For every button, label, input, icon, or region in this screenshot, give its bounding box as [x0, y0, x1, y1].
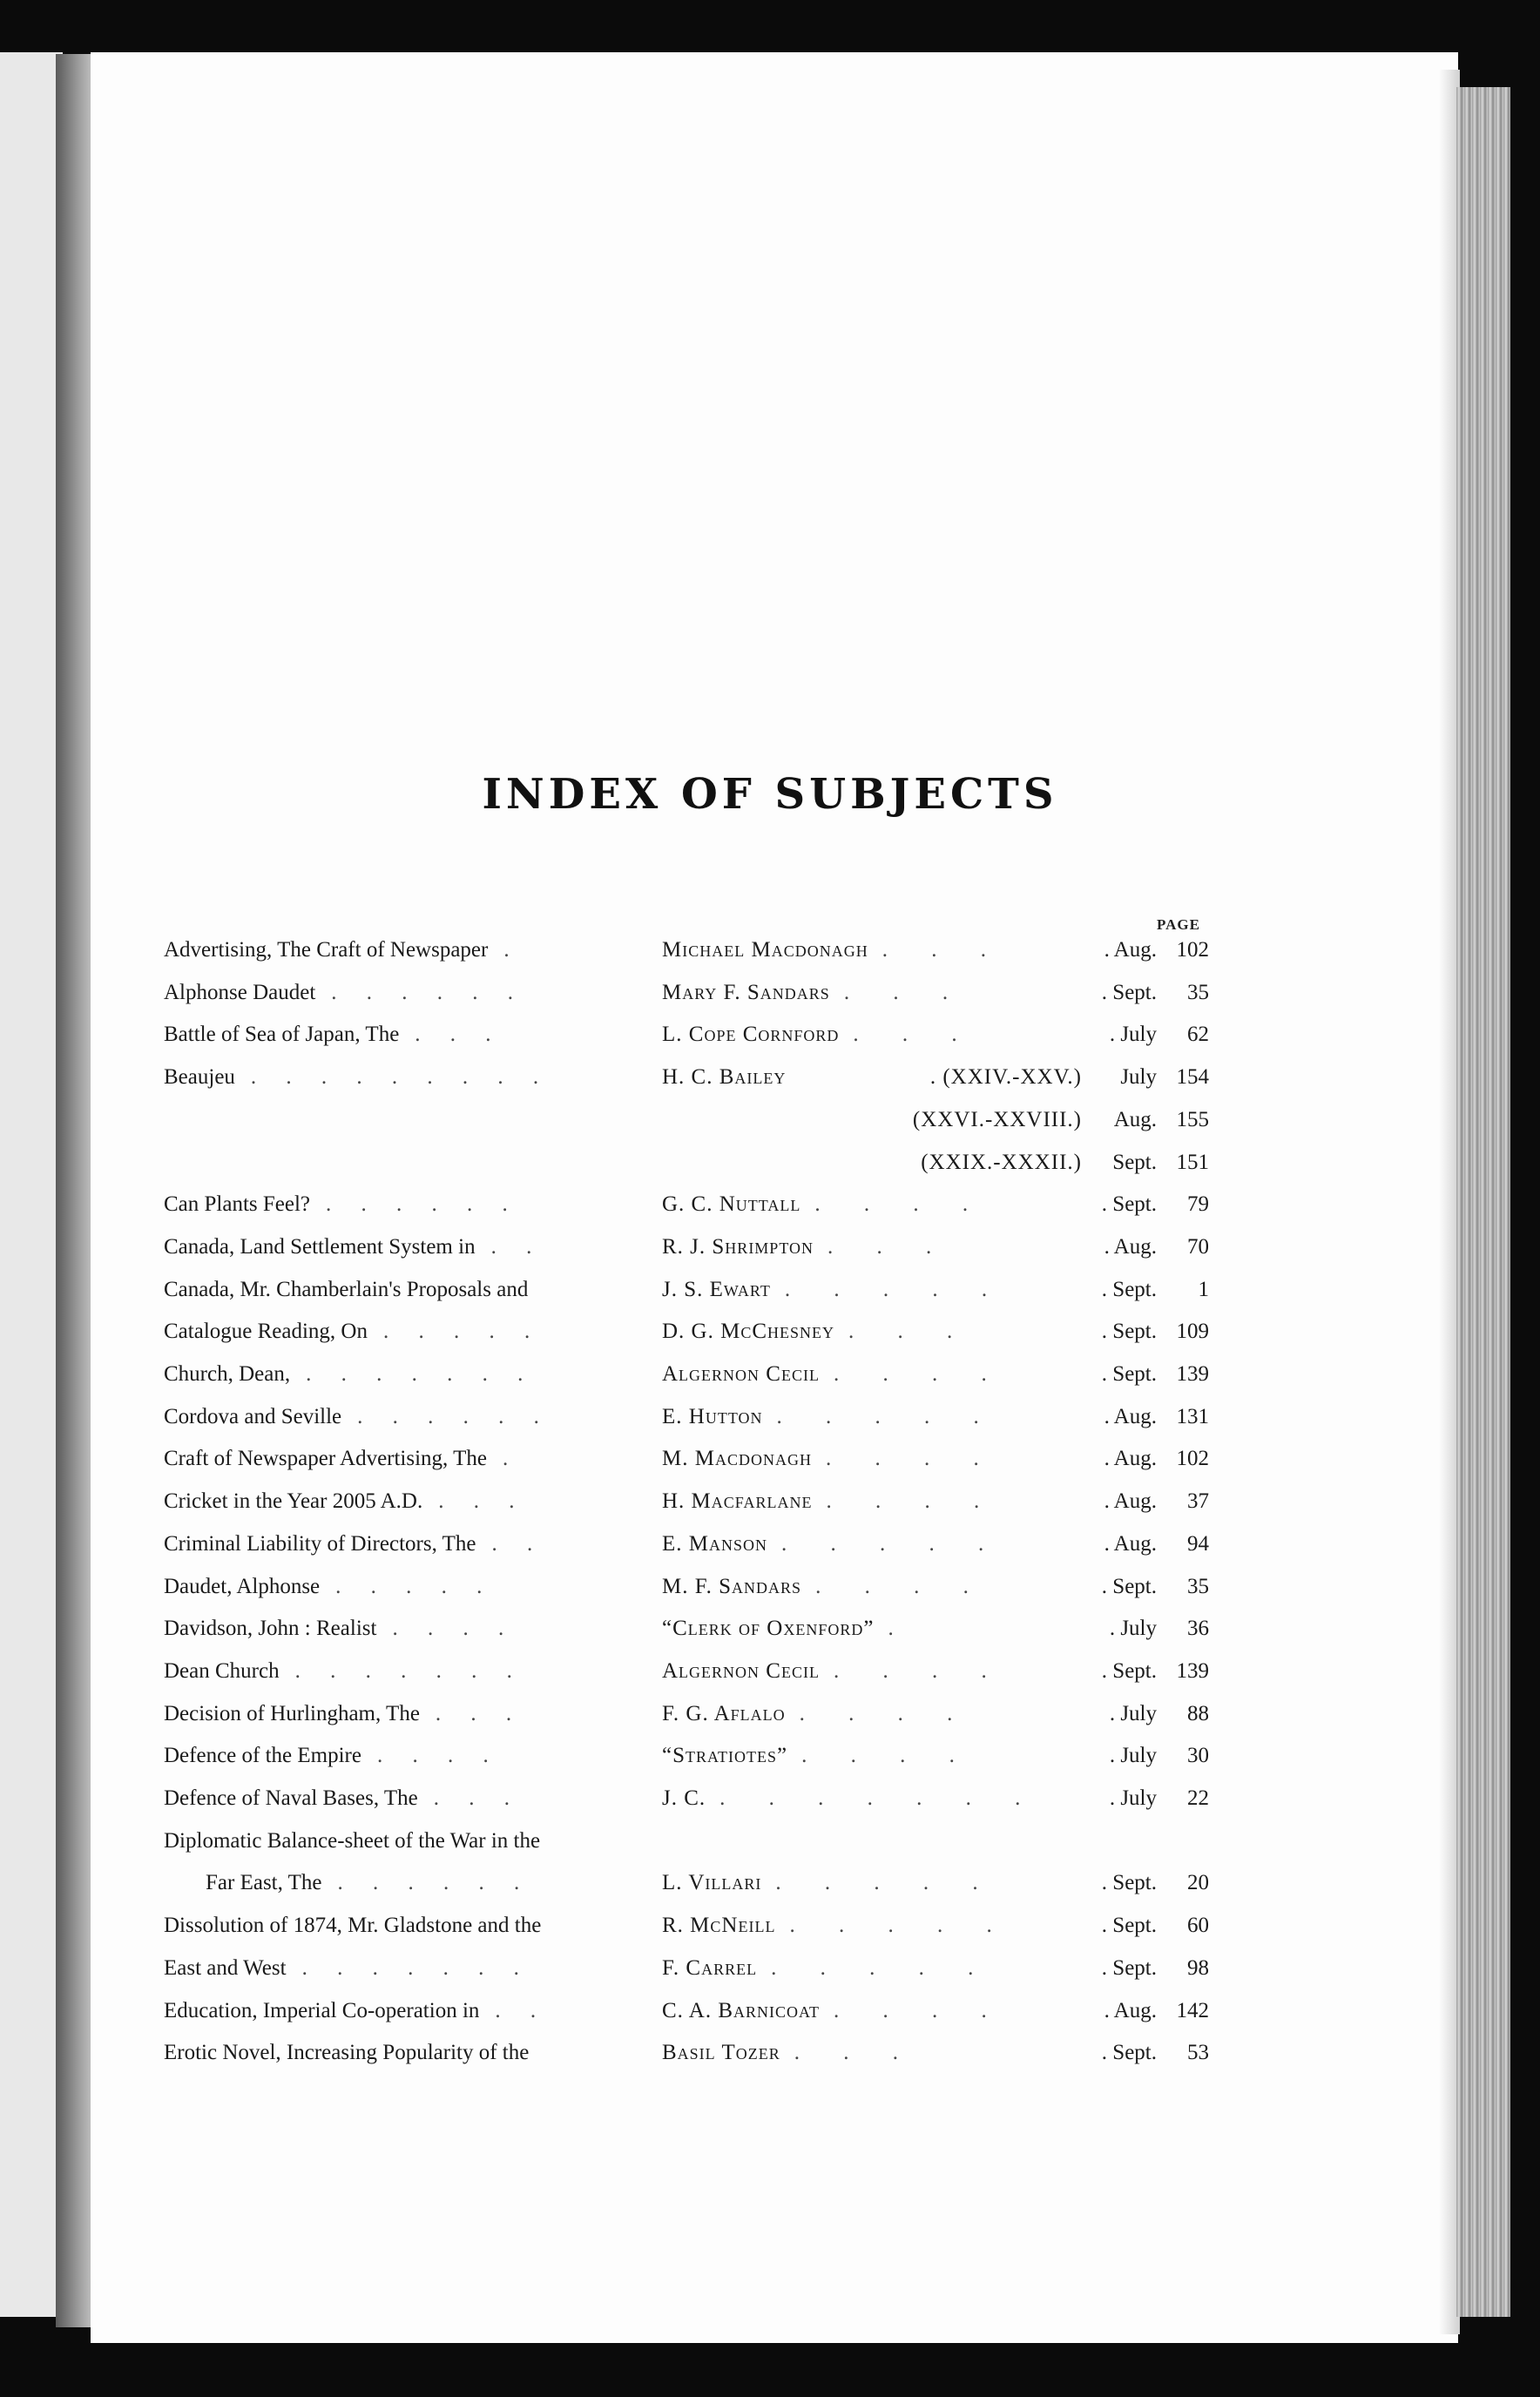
entry-month: . July [1109, 1023, 1157, 1047]
entry-author: H. Macfarlane [662, 1489, 813, 1514]
entry-month: . Sept. [1101, 1914, 1157, 1938]
entry-author-leader: . . . . . [771, 1955, 993, 1980]
entry-month: Sept. [1112, 1150, 1157, 1174]
entry-month: . Aug. [1104, 1447, 1157, 1471]
entry-month: . Sept. [1101, 1574, 1157, 1598]
entry-leader-dots: . . . . . [382, 1320, 543, 1344]
entry-page-number: 70 [1187, 1234, 1209, 1259]
entry-month: . July [1109, 1617, 1157, 1641]
entry-leader-dots: . . [491, 1531, 545, 1556]
entry-author: J. S. Ewart [662, 1277, 771, 1301]
entry-month: . Aug. [1104, 1404, 1157, 1428]
entry-subject: Advertising, The Craft of Newspaper [164, 938, 489, 962]
entry-page-number: 53 [1187, 2041, 1209, 2065]
entry-page-number: 37 [1187, 1489, 1209, 1514]
index-entry [157, 1101, 1211, 1139]
index-entry [157, 1864, 1211, 1902]
entry-author-leader: . . . . [834, 1998, 1006, 2022]
entry-page-number: 30 [1187, 1744, 1209, 1768]
entry-page-number: 35 [1187, 980, 1209, 1004]
entry-month: . Sept. [1101, 2041, 1157, 2065]
entry-leader-dots: . . . . . . [337, 1871, 532, 1895]
entry-subject: Criminal Liability of Directors, The [164, 1531, 476, 1556]
entry-leader-dots: . . . [415, 1023, 503, 1047]
index-entry [157, 1652, 1211, 1691]
entry-author: C. A. Barnicoat [662, 1998, 821, 2022]
index-entry [157, 1185, 1211, 1224]
entry-author: L. Cope Cornford [662, 1023, 840, 1047]
entry-page-number: 60 [1187, 1914, 1209, 1938]
entry-author: E. Hutton [662, 1404, 763, 1428]
entry-subject: Beaujeu [164, 1065, 235, 1090]
entry-page-number: 131 [1176, 1404, 1209, 1428]
entry-subject: Church, Dean, [164, 1362, 291, 1386]
entry-author-leader: . . . [848, 1320, 972, 1344]
entry-subject: Davidson, John : Realist [164, 1617, 377, 1641]
entry-page-number: 151 [1176, 1150, 1209, 1174]
entry-author-leader: . . . . . [781, 1531, 1003, 1556]
entry-leader-dots: . . . . . . . [294, 1658, 524, 1683]
entry-author-leader: . . . [843, 980, 968, 1004]
entry-author-leader: . . . . [825, 1447, 998, 1471]
entry-author: Algernon Cecil [662, 1362, 820, 1386]
entry-subject: Canada, Mr. Chamberlain's Proposals and [164, 1277, 529, 1301]
entry-author: H. C. Bailey [662, 1065, 787, 1090]
entry-author-leader: . . . . . [789, 1914, 1011, 1938]
entry-author-leader: . . . . . [784, 1277, 1007, 1301]
entry-author-leader: . . . . [815, 1574, 988, 1598]
entry-leader-dots: . . . . [376, 1744, 501, 1768]
entry-author: Basil Tozer [662, 2041, 780, 2065]
entry-subject: Defence of Naval Bases, The [164, 1786, 418, 1810]
entry-leader-dots: . . . . . . [357, 1404, 551, 1428]
entry-author-leader: . . . . [801, 1744, 974, 1768]
entry-subject: Dissolution of 1874, Mr. Gladstone and the [164, 1914, 542, 1938]
entry-page-number: 139 [1176, 1362, 1209, 1386]
entry-page-number: 139 [1176, 1658, 1209, 1683]
entry-subject: Cordova and Seville [164, 1404, 342, 1428]
entry-page-number: 102 [1176, 938, 1209, 962]
entry-subject: Daudet, Alphonse [164, 1574, 321, 1598]
entry-month: . Sept. [1101, 1658, 1157, 1683]
entry-leader-dots: . . [495, 1998, 549, 2022]
entry-month: . Aug. [1104, 1234, 1157, 1259]
entry-subject: East and West [164, 1955, 287, 1980]
entry-author: J. C. [662, 1786, 706, 1810]
entry-subject: Can Plants Feel? [164, 1192, 311, 1217]
entry-page-number: 154 [1176, 1065, 1209, 1090]
entry-leader-dots: . . . [435, 1701, 524, 1725]
entry-subject: Craft of Newspaper Advertising, The [164, 1447, 487, 1471]
entry-page-number: 142 [1176, 1998, 1209, 2022]
entry-page-number: 94 [1187, 1531, 1209, 1556]
index-entry [157, 1313, 1211, 1351]
entry-author-leader: . . . . [826, 1489, 999, 1514]
entry-subject: Catalogue Reading, On [164, 1320, 368, 1344]
entry-leader-dots: . . . . [392, 1617, 517, 1641]
entry-author-leader: . . . [853, 1023, 976, 1047]
entry-page-number: 79 [1187, 1192, 1209, 1217]
entry-subject: Cricket in the Year 2005 A.D. [164, 1489, 423, 1514]
entry-month: . Sept. [1101, 1955, 1157, 1980]
entry-author-leader: . . . . [799, 1701, 972, 1725]
index-entry [157, 1992, 1211, 2030]
entry-author-leader: . . . . . [775, 1871, 997, 1895]
entry-author-leader: . [888, 1617, 913, 1641]
entry-subject: Defence of the Empire [164, 1744, 361, 1768]
page-title: INDEX OF SUBJECTS [482, 770, 1058, 819]
entry-subject: Decision of Hurlingham, The [164, 1701, 420, 1725]
index-entry [157, 1144, 1211, 1182]
entry-subject: Erotic Novel, Increasing Popularity of the [164, 2041, 530, 2065]
entry-page-number: 88 [1187, 1701, 1209, 1725]
entry-month: . Sept. [1101, 1871, 1157, 1895]
index-entry [157, 1907, 1211, 1945]
entry-leader-dots: . . . . . . [326, 1192, 520, 1217]
entry-subject: Canada, Land Settlement System in [164, 1234, 476, 1259]
entry-month: Aug. [1113, 1107, 1157, 1131]
entry-page-number: 62 [1187, 1023, 1209, 1047]
entry-author: F. G. Aflalo [662, 1701, 786, 1725]
index-entry [157, 1525, 1211, 1563]
entry-subject: Battle of Sea of Japan, The [164, 1023, 400, 1047]
index-entry [157, 1355, 1211, 1394]
entry-page-number: 102 [1176, 1447, 1209, 1471]
entry-month: . July [1109, 1701, 1157, 1725]
entry-author: R. J. Shrimpton [662, 1234, 814, 1259]
index-entry [157, 1610, 1211, 1648]
entry-author: “Stratiotes” [662, 1744, 788, 1768]
index-entry [157, 1271, 1211, 1309]
entry-subject: Diplomatic Balance-sheet of the War in the [164, 1828, 541, 1853]
entry-part: (XXVI.-XXVIII.) [912, 1107, 1082, 1131]
entry-author-leader: . . . . [833, 1362, 1006, 1386]
entry-page-number: 35 [1187, 1574, 1209, 1598]
index-entry [157, 1695, 1211, 1733]
entry-author-leader: . . . [881, 938, 1005, 962]
entry-leader-dots: . . . [438, 1489, 527, 1514]
entry-author-leader: . . . . . . . [719, 1786, 1040, 1810]
entry-month: . July [1109, 1744, 1157, 1768]
index-entry [157, 1568, 1211, 1606]
entry-leader-dots: . [503, 938, 522, 962]
entry-leader-dots: . . . . . . . . . [250, 1065, 551, 1090]
entry-page-number: 22 [1187, 1786, 1209, 1810]
facing-page-edge [0, 52, 63, 2317]
entry-month: July [1120, 1065, 1157, 1090]
entry-author: L. Villari [662, 1871, 762, 1895]
entry-page-number: 36 [1187, 1617, 1209, 1641]
index-entry [157, 1016, 1211, 1054]
entry-subject: Far East, The [206, 1871, 322, 1895]
index-entry [157, 1737, 1211, 1775]
entry-leader-dots: . . . . . . . [306, 1362, 536, 1386]
entry-author-leader: . . . . . [776, 1404, 998, 1428]
entry-author: G. C. Nuttall [662, 1192, 801, 1217]
entry-author-leader: . . . [794, 2041, 917, 2065]
entry-author: Mary F. Sandars [662, 980, 830, 1004]
index-entry [157, 1822, 1211, 1860]
index-entry [157, 1949, 1211, 1988]
entry-author-leader: . . . [827, 1234, 951, 1259]
entry-author: D. G. McChesney [662, 1320, 835, 1344]
entry-month: . Sept. [1101, 1277, 1157, 1301]
page-stack-edges [1456, 87, 1510, 2317]
entry-author-leader: . . . . [814, 1192, 988, 1217]
index-entry [157, 1398, 1211, 1436]
index-entry [157, 1228, 1211, 1266]
entry-author: E. Manson [662, 1531, 768, 1556]
entry-page-number: 98 [1187, 1955, 1209, 1980]
entry-month: . July [1109, 1786, 1157, 1810]
index-entry [157, 1482, 1211, 1521]
entry-part: (XXIX.-XXXII.) [921, 1150, 1082, 1174]
entry-subject: Alphonse Daudet [164, 980, 316, 1004]
entry-month: . Sept. [1101, 1320, 1157, 1344]
entry-author: Michael Macdonagh [662, 938, 868, 962]
entry-subject: Dean Church [164, 1658, 280, 1683]
entry-leader-dots: . . . . . [335, 1574, 495, 1598]
entry-month: . Aug. [1104, 1998, 1157, 2022]
index-entry [157, 2034, 1211, 2072]
index-entry [157, 931, 1211, 969]
entry-month: . Sept. [1101, 980, 1157, 1004]
entry-month: . Aug. [1104, 1489, 1157, 1514]
entry-page-number: 109 [1176, 1320, 1209, 1344]
index-entry [157, 1440, 1211, 1478]
entry-leader-dots: . . . . . . [331, 980, 526, 1004]
entry-author: R. McNeill [662, 1914, 776, 1938]
entry-author: M. F. Sandars [662, 1574, 802, 1598]
entry-page-number: 1 [1198, 1277, 1209, 1301]
entry-month: . Sept. [1101, 1362, 1157, 1386]
entry-month: . Aug. [1104, 1531, 1157, 1556]
index-entry [157, 974, 1211, 1012]
index-entry [157, 1058, 1211, 1097]
entry-author-leader: . . . . [833, 1658, 1006, 1683]
entry-subject: Education, Imperial Co-operation in [164, 1998, 480, 2022]
entry-page-number: 155 [1176, 1107, 1209, 1131]
entry-author: M. Macdonagh [662, 1447, 812, 1471]
entry-leader-dots: . . . . . . . [301, 1955, 531, 1980]
entry-author: Algernon Cecil [662, 1658, 820, 1683]
entry-author: F. Carrel [662, 1955, 758, 1980]
entry-month: . Sept. [1101, 1192, 1157, 1217]
entry-author: “Clerk of Oxenford” [662, 1617, 875, 1641]
entry-leader-dots: . . [490, 1234, 544, 1259]
page-column-header: PAGE [1157, 916, 1200, 933]
index-entry [157, 1779, 1211, 1818]
entry-leader-dots: . . . [433, 1786, 523, 1810]
entry-part: . (XXIV.-XXV.) [929, 1065, 1082, 1090]
entry-leader-dots: . [502, 1447, 521, 1471]
entry-page-number: 20 [1187, 1871, 1209, 1895]
entry-month: . Aug. [1104, 938, 1157, 962]
